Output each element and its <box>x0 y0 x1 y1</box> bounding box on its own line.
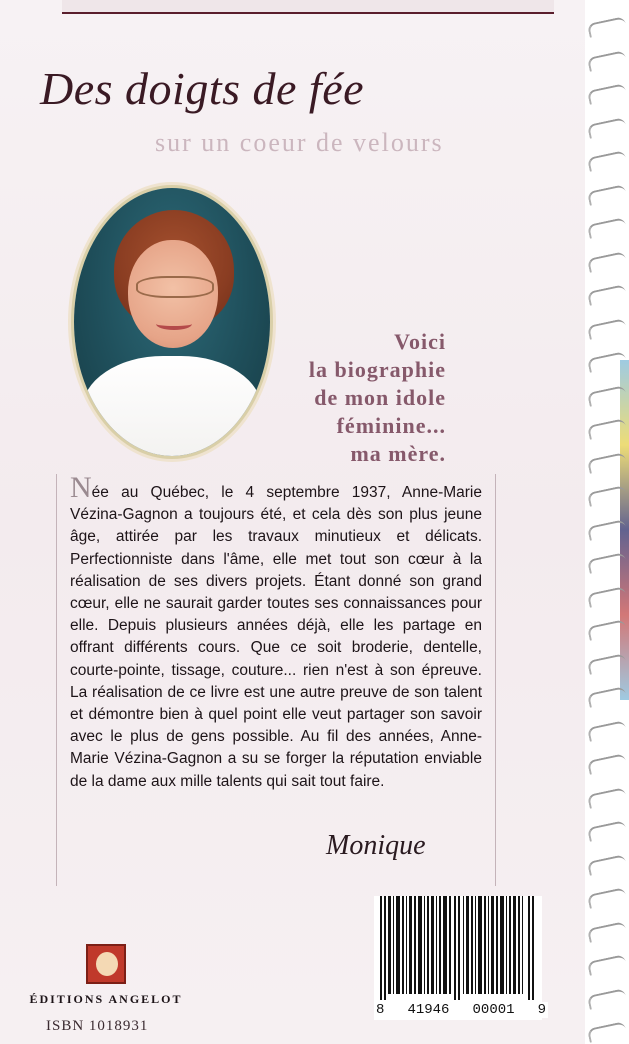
barcode <box>374 896 546 1020</box>
book-title: Des doigts de fée <box>40 63 365 114</box>
barcode-digit: 00001 <box>472 1002 515 1018</box>
signature: Monique <box>326 830 426 861</box>
publisher-block <box>24 944 188 1007</box>
bio-dropcap: N <box>70 471 92 504</box>
quote-line: la biographie <box>308 357 446 382</box>
portrait-glasses <box>136 276 214 298</box>
portrait-photo <box>74 188 270 456</box>
quote-line: féminine... <box>336 413 446 438</box>
barcode-digit: 41946 <box>407 1002 450 1018</box>
quote-line: ma mère. <box>350 441 446 466</box>
barcode-digit: 8 <box>376 1002 385 1018</box>
barcode-digits <box>374 1002 548 1018</box>
publisher-name: ÉDITIONS ANGELOT <box>29 992 183 1006</box>
dedication-quote <box>298 328 446 468</box>
book-subtitle: sur un coeur de velours <box>155 128 444 157</box>
cherub-icon <box>96 952 118 976</box>
top-rule <box>62 0 554 14</box>
bio-body: ée au Québec, le 4 septembre 1937, Anne-Marie Vézina-Gagnon a toujours été, et cela dès son plus jeune âge, attirée par les travaux minutieux et délicats. Perfectionniste dans l'âme, elle met tout son cœur à la réalisation de ses divers projets. Étant donné son grand cœur, elle ne saurait garder toutes ses connaissances pour elle. Depuis plusieurs années déjà, elle les partage en offrant différents cours. Que ce soit broderie, dentelle, courte-pointe, tissage, couture... rien n'est à son épreuve. La réalisation de ce livre est une autre preuve de son talent et démontre bien à quel point elle veut partager son savoir avec le plus de gens possible. Au fil des années, Anne-Marie Vézina-Gagnon a su se forger la réputation enviable de la dame aux mille talents qui sait tout faire. <box>70 484 482 790</box>
portrait-smile <box>156 318 192 330</box>
quote-line: Voici <box>394 329 446 354</box>
barcode-digit: 9 <box>537 1002 546 1018</box>
quote-line: de mon idole <box>314 385 446 410</box>
barcode-bars <box>378 896 540 1000</box>
portrait-shirt <box>82 356 262 456</box>
publisher-logo-icon <box>86 944 126 984</box>
isbn: ISBN 1018931 <box>46 1018 149 1034</box>
biography-text <box>70 471 482 793</box>
